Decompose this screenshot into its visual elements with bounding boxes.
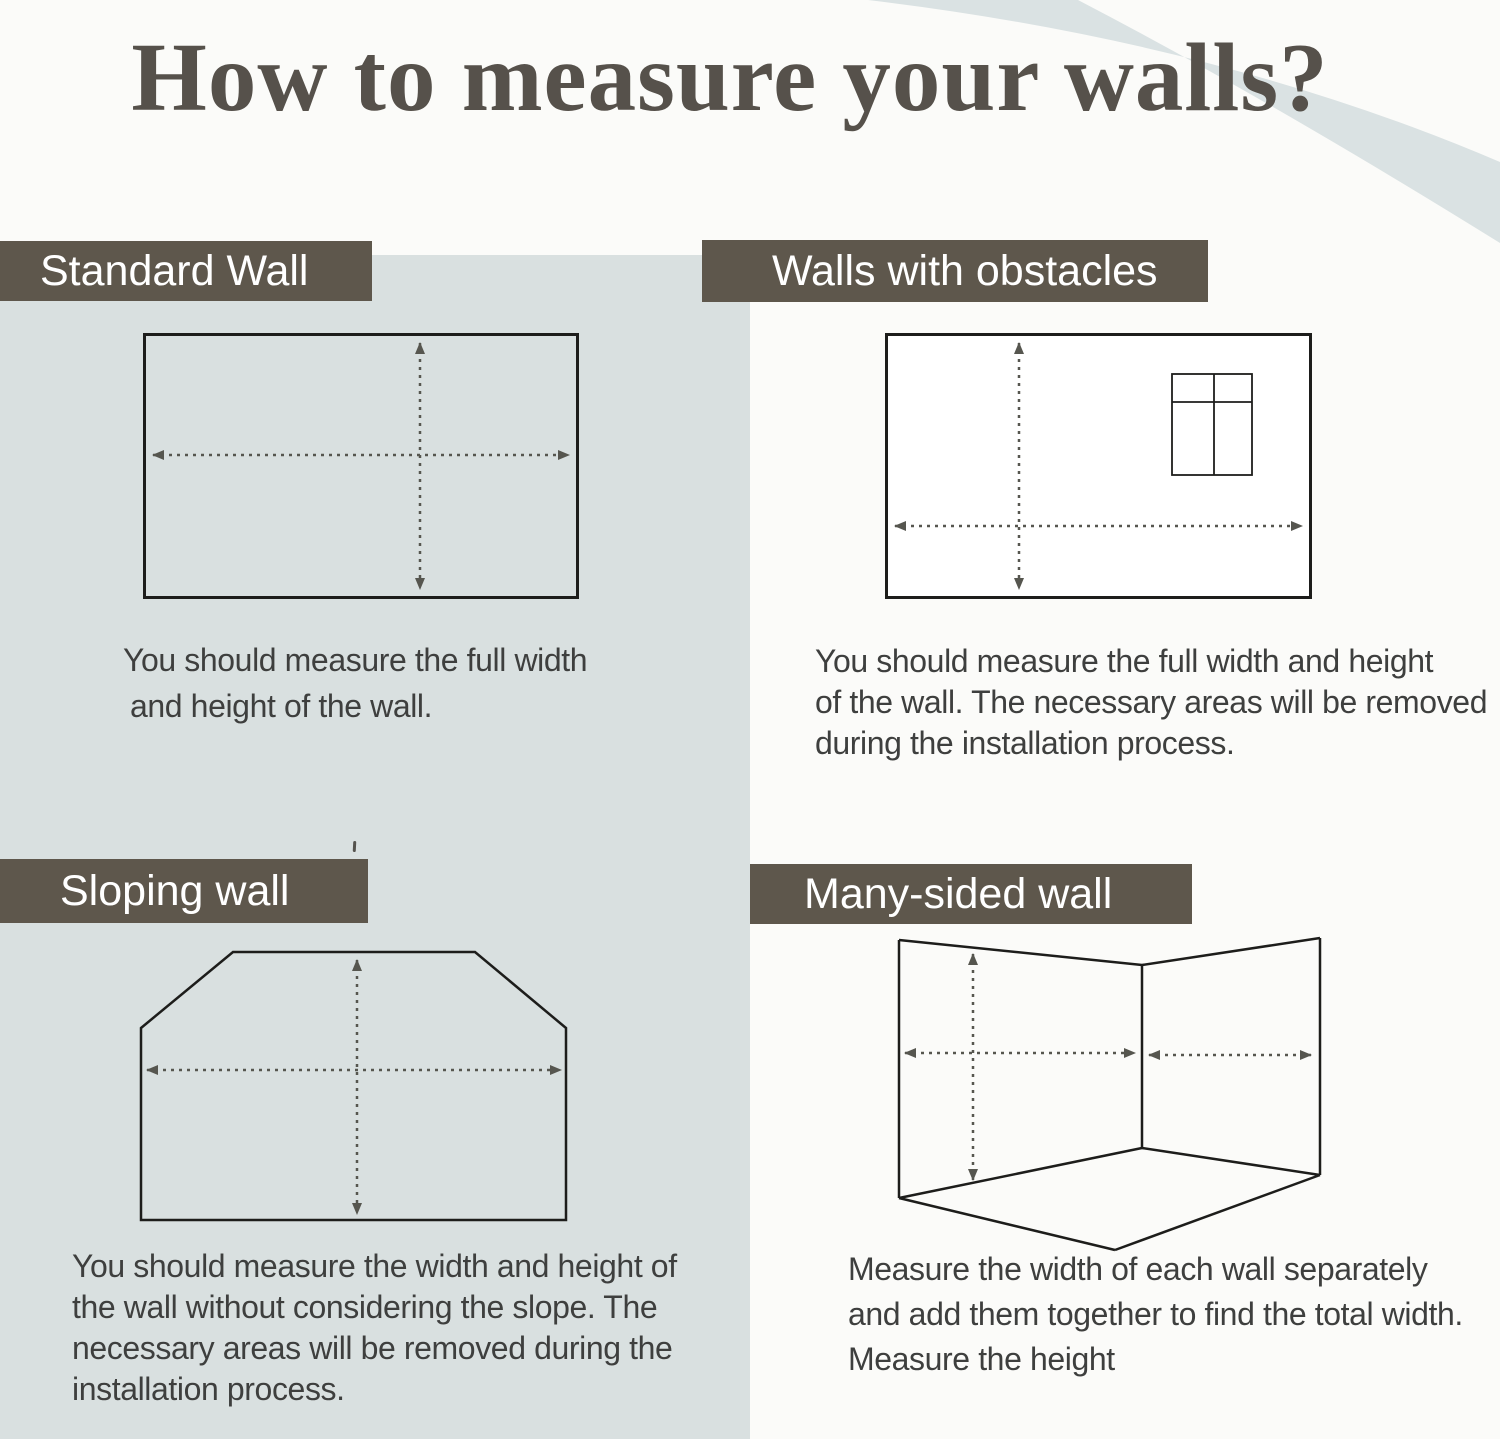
description-line: Measure the width of each wall separately	[848, 1251, 1428, 1287]
description-line: Measure the height	[848, 1341, 1115, 1377]
section-header-many-sided-wall: Many-sided wall	[750, 864, 1192, 924]
description-line: the wall without considering the slope. The	[72, 1289, 658, 1325]
section-header-walls-with-obstacles: Walls with obstacles	[702, 240, 1208, 302]
wall-outline	[899, 938, 1320, 1250]
wall-outline	[141, 952, 566, 1220]
description-line: You should measure the full width and height	[815, 643, 1434, 679]
page-title: How to measure your walls?	[131, 24, 1329, 131]
description-line: You should measure the full width	[123, 642, 588, 678]
description-line: and height of the wall.	[130, 688, 433, 724]
description-line: installation process.	[72, 1371, 345, 1407]
wall-outline	[145, 335, 578, 598]
description-line: of the wall. The necessary areas will be removed	[815, 684, 1488, 720]
description-line: necessary areas will be removed during the	[72, 1330, 673, 1366]
description-line: and add them together to find the total width.	[848, 1296, 1463, 1332]
description-standard-wall	[123, 637, 587, 729]
standard-wall-diagram	[143, 333, 579, 599]
description-line: during the installation process.	[815, 725, 1235, 761]
description-walls-with-obstacles	[815, 641, 1487, 764]
sloping-wall-diagram	[138, 948, 570, 1226]
tick-mark	[353, 841, 357, 852]
description-line: You should measure the width and height of	[72, 1248, 677, 1284]
section-header-sloping-wall: Sloping wall	[0, 859, 368, 923]
description-many-sided-wall	[848, 1247, 1463, 1382]
walls-with-obstacles-diagram	[885, 333, 1312, 599]
description-sloping-wall	[72, 1246, 677, 1410]
many-sided-wall-diagram	[895, 930, 1327, 1256]
section-header-standard-wall: Standard Wall	[0, 241, 372, 301]
